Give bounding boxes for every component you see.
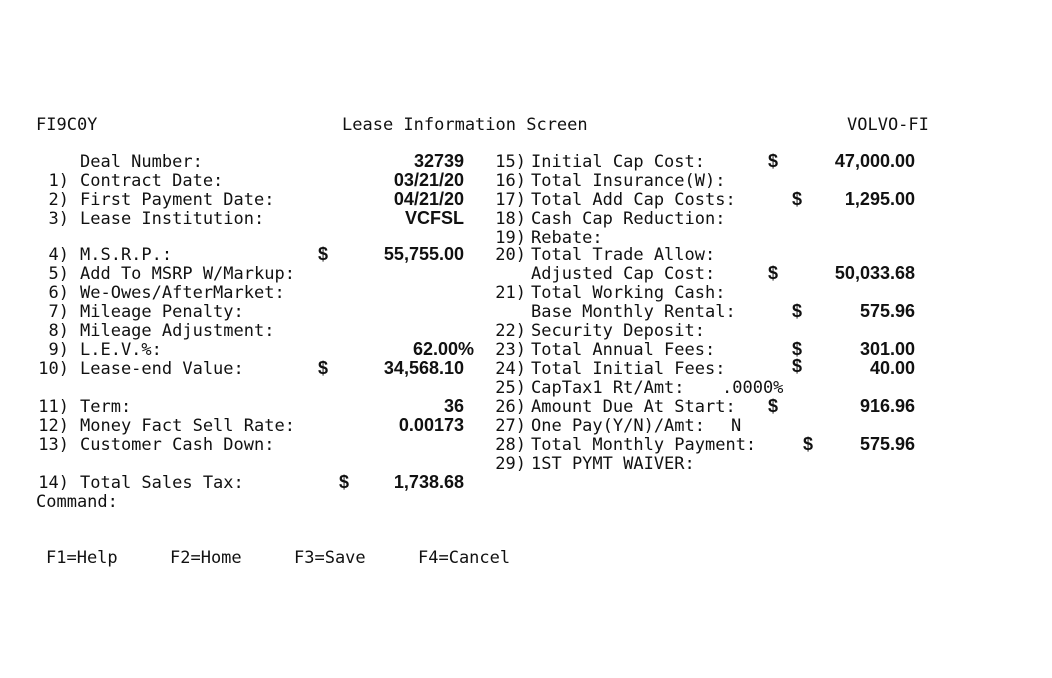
field-label: M.S.R.P.: <box>80 245 173 265</box>
field-number: 9) <box>48 340 69 360</box>
field-number: 8) <box>48 321 69 341</box>
currency-symbol: $ <box>768 151 779 171</box>
f4-cancel-key[interactable]: F4=Cancel <box>418 548 511 568</box>
field-label: Mileage Penalty: <box>80 302 244 322</box>
field-number: 18) <box>495 209 526 229</box>
field-number: 16) <box>495 171 526 191</box>
f3-save-key[interactable]: F3=Save <box>294 548 366 568</box>
field-label: Total Insurance(W): <box>531 171 726 191</box>
currency-symbol: $ <box>792 339 803 359</box>
field-number: 21) <box>495 283 526 303</box>
field-number: 24) <box>495 359 526 379</box>
field-label: Amount Due At Start: <box>531 397 736 417</box>
field-label: First Payment Date: <box>80 190 275 210</box>
field-number: 1) <box>48 171 69 191</box>
field-label: Base Monthly Rental: <box>531 302 736 322</box>
total-sales-tax-value[interactable]: 1,738.68 <box>393 472 464 492</box>
currency-symbol: $ <box>792 189 803 209</box>
field-number: 14) <box>38 473 69 493</box>
total-annual-fees-value[interactable]: 301.00 <box>859 339 915 359</box>
currency-symbol: $ <box>792 356 803 376</box>
field-label: CapTax1 Rt/Amt: <box>531 378 685 398</box>
field-label: Money Fact Sell Rate: <box>80 416 295 436</box>
field-number: 5) <box>48 264 69 284</box>
field-label: Rebate: <box>531 228 603 248</box>
field-number: 19) <box>495 228 526 248</box>
lev-percent-value[interactable]: 62.00% <box>412 339 474 359</box>
field-number: 27) <box>495 416 526 436</box>
field-number: 6) <box>48 283 69 303</box>
field-number: 22) <box>495 321 526 341</box>
currency-symbol: $ <box>792 301 803 321</box>
total-monthly-payment-value[interactable]: 575.96 <box>859 434 915 454</box>
field-number: 11) <box>38 397 69 417</box>
field-label: Total Working Cash: <box>531 283 726 303</box>
amount-due-at-start-value[interactable]: 916.96 <box>859 396 915 416</box>
first-payment-date-value[interactable]: 04/21/20 <box>393 189 464 209</box>
captax-rate-value[interactable]: .0000% <box>722 378 784 398</box>
contract-date-value[interactable]: 03/21/20 <box>393 170 464 190</box>
deal-number-value[interactable]: 32739 <box>413 151 464 171</box>
field-number: 2) <box>48 190 69 210</box>
initial-cap-cost-value[interactable]: 47,000.00 <box>834 151 915 171</box>
field-number: 10) <box>38 359 69 379</box>
msrp-value[interactable]: 55,755.00 <box>383 244 464 264</box>
field-number: 28) <box>495 435 526 455</box>
term-value[interactable]: 36 <box>443 396 464 416</box>
screen-title: Lease Information Screen <box>342 115 588 135</box>
f1-help-key[interactable]: F1=Help <box>46 548 118 568</box>
adjusted-cap-cost-value[interactable]: 50,033.68 <box>834 263 915 283</box>
field-number: 17) <box>495 190 526 210</box>
currency-symbol: $ <box>768 263 779 283</box>
field-label: Mileage Adjustment: <box>80 321 275 341</box>
currency-symbol: $ <box>318 244 329 264</box>
field-label: Total Initial Fees: <box>531 359 726 379</box>
field-label: Security Deposit: <box>531 321 705 341</box>
currency-symbol: $ <box>339 472 350 492</box>
deal-number-label: Deal Number: <box>80 152 203 172</box>
field-label: Customer Cash Down: <box>80 435 275 455</box>
base-monthly-rental-value[interactable]: 575.96 <box>859 301 915 321</box>
field-label: Total Monthly Payment: <box>531 435 757 455</box>
money-factor-value[interactable]: 0.00173 <box>398 415 464 435</box>
field-label: Total Sales Tax: <box>80 473 244 493</box>
field-label: Lease Institution: <box>80 209 265 229</box>
field-number: 15) <box>495 152 526 172</box>
lease-end-value[interactable]: 34,568.10 <box>383 358 464 378</box>
field-label: Initial Cap Cost: <box>531 152 705 172</box>
field-label: Cash Cap Reduction: <box>531 209 726 229</box>
field-label: Total Add Cap Costs: <box>531 190 736 210</box>
field-label: Total Annual Fees: <box>531 340 716 360</box>
field-label: We-Owes/AfterMarket: <box>80 283 285 303</box>
total-initial-fees-value[interactable]: 40.00 <box>869 358 915 378</box>
one-pay-value[interactable]: N <box>731 416 742 436</box>
field-number: 3) <box>48 209 69 229</box>
field-label: Term: <box>80 397 132 417</box>
field-number: 13) <box>38 435 69 455</box>
field-label: L.E.V.%: <box>80 340 162 360</box>
field-number: 12) <box>38 416 69 436</box>
currency-symbol: $ <box>768 396 779 416</box>
lease-institution-value[interactable]: VCFSL <box>404 208 464 228</box>
field-label: Total Trade Allow: <box>531 245 716 265</box>
field-number: 23) <box>495 340 526 360</box>
field-label: Lease-end Value: <box>80 359 244 379</box>
field-number: 20) <box>495 245 526 265</box>
field-number: 29) <box>495 454 526 474</box>
field-label: Contract Date: <box>80 171 224 191</box>
command-label: Command: <box>36 492 118 512</box>
currency-symbol: $ <box>803 434 814 454</box>
field-label: One Pay(Y/N)/Amt: <box>531 416 705 436</box>
total-add-cap-costs-value[interactable]: 1,295.00 <box>844 189 915 209</box>
f2-home-key[interactable]: F2=Home <box>170 548 242 568</box>
field-number: 26) <box>495 397 526 417</box>
field-label: Adjusted Cap Cost: <box>531 264 716 284</box>
field-number: 4) <box>48 245 69 265</box>
command-input[interactable] <box>126 493 526 512</box>
field-number: 7) <box>48 302 69 322</box>
system-name: VOLVO-FI <box>847 115 929 135</box>
field-label: Add To MSRP W/Markup: <box>80 264 295 284</box>
screen-id: FI9C0Y <box>36 115 98 135</box>
field-number: 25) <box>495 378 526 398</box>
field-label: 1ST PYMT WAIVER: <box>531 454 695 474</box>
currency-symbol: $ <box>318 358 329 378</box>
